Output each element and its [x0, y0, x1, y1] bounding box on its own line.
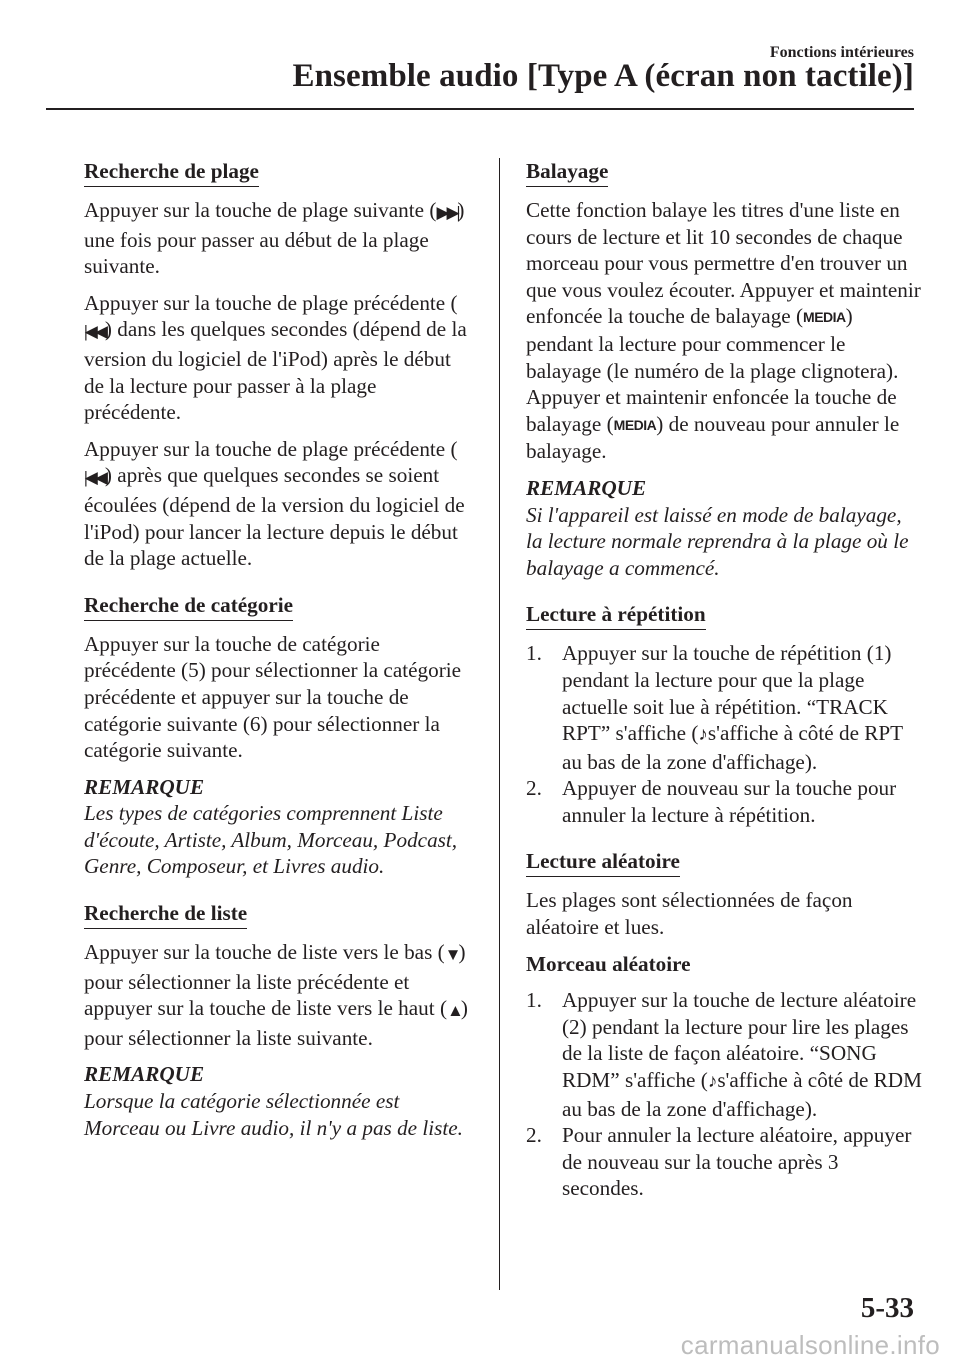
- list-item: 1. Appuyer sur la touche de lecture aléatoire (2) pendant la lecture pour lire les plages de la liste de façon aléatoire. “SONG RDM” s'affiche (♪s'affiche à côté de RDM au bas de la zone d'affichage).: [526, 988, 922, 1121]
- track-search-paragraph-3: Appuyer sur la touche de plage précédente (|◀◀) après que quelques secondes se soient écoulées (dépend de la version du logiciel de l'iPod) pour lancer la lecture depuis le début de la plage actuelle.: [84, 436, 465, 571]
- list-note-label: REMARQUE: [84, 1062, 205, 1087]
- list-down-icon: ▼: [444, 945, 459, 965]
- track-search-paragraph-2: Appuyer sur la touche de plage précédente (|◀◀) dans les quelques secondes (dépend de la version du logiciel de l'iPod) après le début de la lecture pour passer à la plage précédente.: [84, 290, 467, 425]
- media-button-icon: MEDIA: [803, 309, 846, 326]
- random-steps: [526, 987, 922, 1202]
- page-number: 5-33: [860, 1292, 914, 1324]
- scan-note: Si l'appareil est laissé en mode de balayage, la lecture normale reprendra à la plage où le balayage a commencé.: [526, 502, 909, 580]
- list-item: 1. Appuyer sur la touche de répétition (1) pendant la lecture pour que la plage actuelle soit lue à répétition. “TRACK RPT” s'affiche (♪s'affiche à côté de RPT au bas de la zone d'affichage).: [526, 641, 903, 774]
- music-note-icon: ♪: [698, 724, 708, 746]
- track-search-heading: Recherche de plage: [84, 158, 259, 187]
- list-item: 2. Pour annuler la lecture aléatoire, appuyer de nouveau sur la touche après 3 secondes.: [526, 1123, 912, 1201]
- next-track-icon: ▶▶|: [436, 203, 458, 222]
- previous-track-icon: |◀◀: [84, 322, 105, 342]
- random-heading: Lecture aléatoire: [526, 848, 680, 877]
- repeat-steps: [526, 640, 922, 828]
- left-column: [84, 158, 476, 1151]
- category-note: Les types de catégories comprennent Liste d'écoute, Artiste, Album, Morceau, Podcast, Genre, Composeur, et Livres audio.: [84, 801, 458, 879]
- list-note: Lorsque la catégorie sélectionnée est Morceau ou Livre audio, il n'y a pas de liste.: [84, 1089, 463, 1140]
- random-paragraph: Les plages sont sélectionnées de façon aléatoire et lues.: [526, 888, 853, 940]
- scan-heading: Balayage: [526, 158, 608, 187]
- column-divider: [499, 158, 500, 1290]
- category-note-label: REMARQUE: [84, 774, 205, 799]
- right-column: [526, 158, 922, 1212]
- category-search-paragraph: Appuyer sur la touche de catégorie précédente (5) pour sélectionner la catégorie précédente et appuyer sur la touche de catégorie suivante (6) pour sélectionner la catégorie suivante.: [84, 631, 462, 763]
- page-title: Ensemble audio [Type A (écran non tactile)]: [292, 58, 914, 94]
- track-search-paragraph-1: Appuyer sur la touche de plage suivante (▶▶|) une fois pour passer au début de la plage suivante.: [84, 198, 465, 279]
- list-up-icon: ▲: [447, 1001, 461, 1021]
- scan-paragraph: Cette fonction balaye les titres d'une liste en cours de lecture et lit 10 secondes de chaque morceau pour vous permettre d'en trouver un que vous voulez écouter. Appuyer et maintenir enfoncée la touche de balayage (MEDIA) pendant la lecture pour commencer le balayage (le numéro de la plage clignotera). Appuyer et maintenir enfoncée la touche de balayage (MEDIA) de nouveau pour annuler le balayage.: [526, 198, 921, 464]
- media-button-icon: MEDIA: [613, 416, 657, 433]
- music-note-icon: ♪: [707, 1071, 718, 1093]
- category-search-heading: Recherche de catégorie: [84, 592, 293, 621]
- scan-note-label: REMARQUE: [526, 475, 647, 500]
- list-search-paragraph: Appuyer sur la touche de liste vers le bas (▼) pour sélectionner la liste précédente et appuyer sur la touche de liste vers le haut (▲) pour sélectionner la liste suivante.: [84, 940, 468, 1050]
- previous-track-icon: |◀◀: [84, 468, 105, 488]
- watermark: carmanualsonline.info: [680, 1330, 940, 1360]
- list-item: 2. Appuyer de nouveau sur la touche pour annuler la lecture à répétition.: [526, 776, 897, 827]
- header-rule: [46, 108, 914, 110]
- random-subheading: Morceau aléatoire: [526, 951, 691, 976]
- repeat-heading: Lecture à répétition: [526, 601, 706, 630]
- list-search-heading: Recherche de liste: [84, 900, 247, 929]
- header-section-label: Fonctions intérieures: [769, 44, 914, 61]
